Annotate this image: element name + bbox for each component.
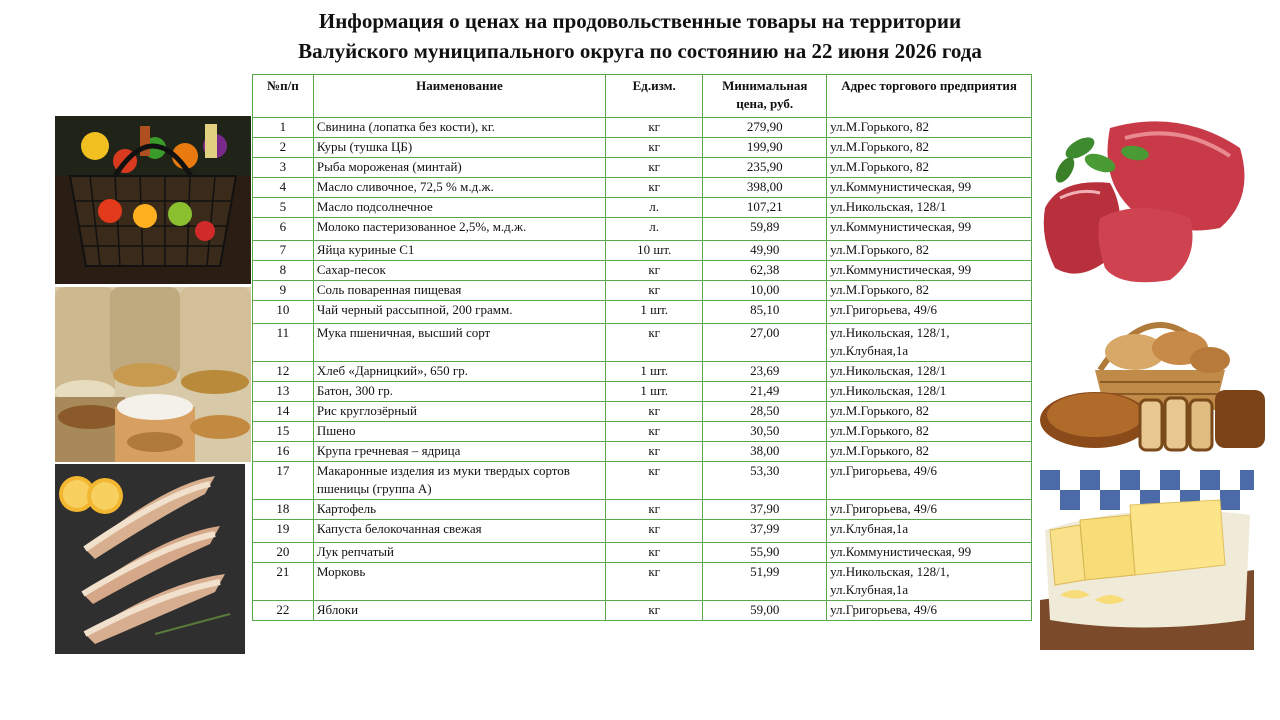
table-row bbox=[253, 563, 1032, 601]
cell-unit: кг bbox=[605, 261, 702, 281]
cell-name: Батон, 300 гр. bbox=[313, 382, 605, 402]
cell-price: 199,90 bbox=[703, 138, 827, 158]
cell-number: 15 bbox=[253, 422, 314, 442]
cell-price: 51,99 bbox=[703, 563, 827, 601]
table-row bbox=[253, 261, 1032, 281]
cell-price: 21,49 bbox=[703, 382, 827, 402]
raw-meat-photo bbox=[1040, 108, 1258, 290]
cell-name: Крупа гречневая – ядрица bbox=[313, 442, 605, 462]
header-unit: Ед.изм. bbox=[605, 75, 702, 118]
cell-price: 85,10 bbox=[703, 301, 827, 324]
cell-address: ул.Никольская, 128/1 bbox=[827, 362, 1032, 382]
table-row bbox=[253, 362, 1032, 382]
table-row bbox=[253, 500, 1032, 520]
cell-number: 11 bbox=[253, 324, 314, 362]
cell-number: 16 bbox=[253, 442, 314, 462]
cell-name: Свинина (лопатка без кости), кг. bbox=[313, 118, 605, 138]
cell-unit: л. bbox=[605, 198, 702, 218]
cell-unit: кг bbox=[605, 158, 702, 178]
cell-address: ул.Григорьева, 49/6 bbox=[827, 500, 1032, 520]
cell-name: Чай черный рассыпной, 200 грамм. bbox=[313, 301, 605, 324]
cell-price: 53,30 bbox=[703, 462, 827, 500]
cell-address: ул.Никольская, 128/1, ул.Клубная,1а bbox=[827, 324, 1032, 362]
title-line-1: Информация о ценах на продовольственные товары на территории bbox=[318, 9, 962, 33]
cell-unit: кг bbox=[605, 601, 702, 621]
cell-unit: л. bbox=[605, 218, 702, 241]
cell-unit: кг bbox=[605, 118, 702, 138]
table-row bbox=[253, 178, 1032, 198]
cell-number: 19 bbox=[253, 520, 314, 543]
cell-address: ул.Григорьева, 49/6 bbox=[827, 601, 1032, 621]
table-row bbox=[253, 601, 1032, 621]
cell-name: Картофель bbox=[313, 500, 605, 520]
cell-address: ул.Коммунистическая, 99 bbox=[827, 261, 1032, 281]
cell-name: Яйца куриные С1 bbox=[313, 241, 605, 261]
table-row bbox=[253, 382, 1032, 402]
cell-price: 28,50 bbox=[703, 402, 827, 422]
table-row bbox=[253, 158, 1032, 178]
cell-name: Мука пшеничная, высший сорт bbox=[313, 324, 605, 362]
cell-number: 14 bbox=[253, 402, 314, 422]
cell-price: 37,90 bbox=[703, 500, 827, 520]
cell-unit: кг bbox=[605, 442, 702, 462]
cell-address: ул.М.Горького, 82 bbox=[827, 241, 1032, 261]
grains-flour-photo bbox=[55, 287, 251, 462]
cell-address: ул.Клубная,1а bbox=[827, 520, 1032, 543]
cell-number: 12 bbox=[253, 362, 314, 382]
header-number: №п/п bbox=[253, 75, 314, 118]
cell-unit: 10 шт. bbox=[605, 241, 702, 261]
bread-basket-photo bbox=[1040, 290, 1268, 460]
cell-unit: кг bbox=[605, 543, 702, 563]
cell-name: Макаронные изделия из муки твердых сортов пшеницы (группа А) bbox=[313, 462, 605, 500]
cell-number: 22 bbox=[253, 601, 314, 621]
cell-address: ул.Никольская, 128/1 bbox=[827, 198, 1032, 218]
cell-number: 21 bbox=[253, 563, 314, 601]
cell-price: 59,00 bbox=[703, 601, 827, 621]
cell-unit: кг bbox=[605, 324, 702, 362]
cell-unit: кг bbox=[605, 563, 702, 601]
cell-name: Капуста белокочанная свежая bbox=[313, 520, 605, 543]
cell-number: 8 bbox=[253, 261, 314, 281]
cell-price: 235,90 bbox=[703, 158, 827, 178]
table-row bbox=[253, 241, 1032, 261]
table-row bbox=[253, 462, 1032, 500]
cell-address: ул.Никольская, 128/1, ул.Клубная,1а bbox=[827, 563, 1032, 601]
cell-name: Морковь bbox=[313, 563, 605, 601]
cell-address: ул.Коммунистическая, 99 bbox=[827, 218, 1032, 241]
grocery-basket-photo bbox=[55, 116, 251, 284]
cell-name: Соль поваренная пищевая bbox=[313, 281, 605, 301]
header-address: Адрес торгового предприятия bbox=[827, 75, 1032, 118]
cell-number: 10 bbox=[253, 301, 314, 324]
table-row bbox=[253, 138, 1032, 158]
cell-number: 1 bbox=[253, 118, 314, 138]
price-table bbox=[252, 74, 1032, 621]
cell-unit: кг bbox=[605, 500, 702, 520]
cell-address: ул.М.Горького, 82 bbox=[827, 281, 1032, 301]
cell-price: 49,90 bbox=[703, 241, 827, 261]
cell-number: 7 bbox=[253, 241, 314, 261]
cell-address: ул.М.Горького, 82 bbox=[827, 442, 1032, 462]
table-row bbox=[253, 543, 1032, 563]
cell-name: Масло сливочное, 72,5 % м.д.ж. bbox=[313, 178, 605, 198]
table-row bbox=[253, 324, 1032, 362]
cell-address: ул.М.Горького, 82 bbox=[827, 138, 1032, 158]
cell-address: ул.Никольская, 128/1 bbox=[827, 382, 1032, 402]
table-row bbox=[253, 281, 1032, 301]
table-row bbox=[253, 301, 1032, 324]
table-row bbox=[253, 118, 1032, 138]
table-row bbox=[253, 442, 1032, 462]
cell-address: ул.Григорьева, 49/6 bbox=[827, 301, 1032, 324]
cell-price: 55,90 bbox=[703, 543, 827, 563]
cell-name: Сахар-песок bbox=[313, 261, 605, 281]
cell-unit: кг bbox=[605, 462, 702, 500]
cell-number: 20 bbox=[253, 543, 314, 563]
cell-number: 5 bbox=[253, 198, 314, 218]
cell-number: 17 bbox=[253, 462, 314, 500]
cell-number: 6 bbox=[253, 218, 314, 241]
cell-number: 13 bbox=[253, 382, 314, 402]
fish-fillet-photo bbox=[55, 464, 245, 654]
table-row bbox=[253, 218, 1032, 241]
cell-unit: кг bbox=[605, 520, 702, 543]
cell-price: 38,00 bbox=[703, 442, 827, 462]
cell-address: ул.Григорьева, 49/6 bbox=[827, 462, 1032, 500]
cell-number: 2 bbox=[253, 138, 314, 158]
cell-name: Молоко пастеризованное 2,5%, м.д.ж. bbox=[313, 218, 605, 241]
butter-photo bbox=[1040, 470, 1254, 650]
cell-price: 23,69 bbox=[703, 362, 827, 382]
cell-address: ул.Коммунистическая, 99 bbox=[827, 178, 1032, 198]
cell-unit: 1 шт. bbox=[605, 382, 702, 402]
cell-number: 3 bbox=[253, 158, 314, 178]
cell-price: 27,00 bbox=[703, 324, 827, 362]
cell-number: 9 bbox=[253, 281, 314, 301]
cell-price: 279,90 bbox=[703, 118, 827, 138]
cell-address: ул.М.Горького, 82 bbox=[827, 422, 1032, 442]
cell-unit: кг bbox=[605, 138, 702, 158]
table-header-row bbox=[253, 75, 1032, 118]
table-row bbox=[253, 520, 1032, 543]
cell-price: 398,00 bbox=[703, 178, 827, 198]
cell-price: 107,21 bbox=[703, 198, 827, 218]
cell-name: Пшено bbox=[313, 422, 605, 442]
header-price: Минимальная цена, руб. bbox=[703, 75, 827, 118]
cell-number: 18 bbox=[253, 500, 314, 520]
cell-unit: кг bbox=[605, 422, 702, 442]
cell-unit: 1 шт. bbox=[605, 301, 702, 324]
cell-unit: кг bbox=[605, 281, 702, 301]
cell-address: ул.М.Горького, 82 bbox=[827, 402, 1032, 422]
cell-name: Рыба мороженая (минтай) bbox=[313, 158, 605, 178]
cell-price: 37,99 bbox=[703, 520, 827, 543]
cell-price: 10,00 bbox=[703, 281, 827, 301]
cell-unit: кг bbox=[605, 178, 702, 198]
cell-name: Лук репчатый bbox=[313, 543, 605, 563]
cell-address: ул.Коммунистическая, 99 bbox=[827, 543, 1032, 563]
cell-name: Куры (тушка ЦБ) bbox=[313, 138, 605, 158]
cell-name: Хлеб «Дарницкий», 650 гр. bbox=[313, 362, 605, 382]
cell-name: Рис круглозёрный bbox=[313, 402, 605, 422]
table-body bbox=[253, 118, 1032, 621]
header-name: Наименование bbox=[313, 75, 605, 118]
cell-unit: 1 шт. bbox=[605, 362, 702, 382]
cell-address: ул.М.Горького, 82 bbox=[827, 118, 1032, 138]
cell-name: Яблоки bbox=[313, 601, 605, 621]
cell-price: 62,38 bbox=[703, 261, 827, 281]
table-row bbox=[253, 422, 1032, 442]
table-row bbox=[253, 198, 1032, 218]
cell-price: 30,50 bbox=[703, 422, 827, 442]
cell-address: ул.М.Горького, 82 bbox=[827, 158, 1032, 178]
cell-price: 59,89 bbox=[703, 218, 827, 241]
cell-unit: кг bbox=[605, 402, 702, 422]
page-title bbox=[180, 6, 1100, 66]
cell-name: Масло подсолнечное bbox=[313, 198, 605, 218]
title-line-2: Валуйского муниципального округа по состоянию на 22 июня 2026 года bbox=[298, 39, 982, 63]
cell-number: 4 bbox=[253, 178, 314, 198]
table-row bbox=[253, 402, 1032, 422]
